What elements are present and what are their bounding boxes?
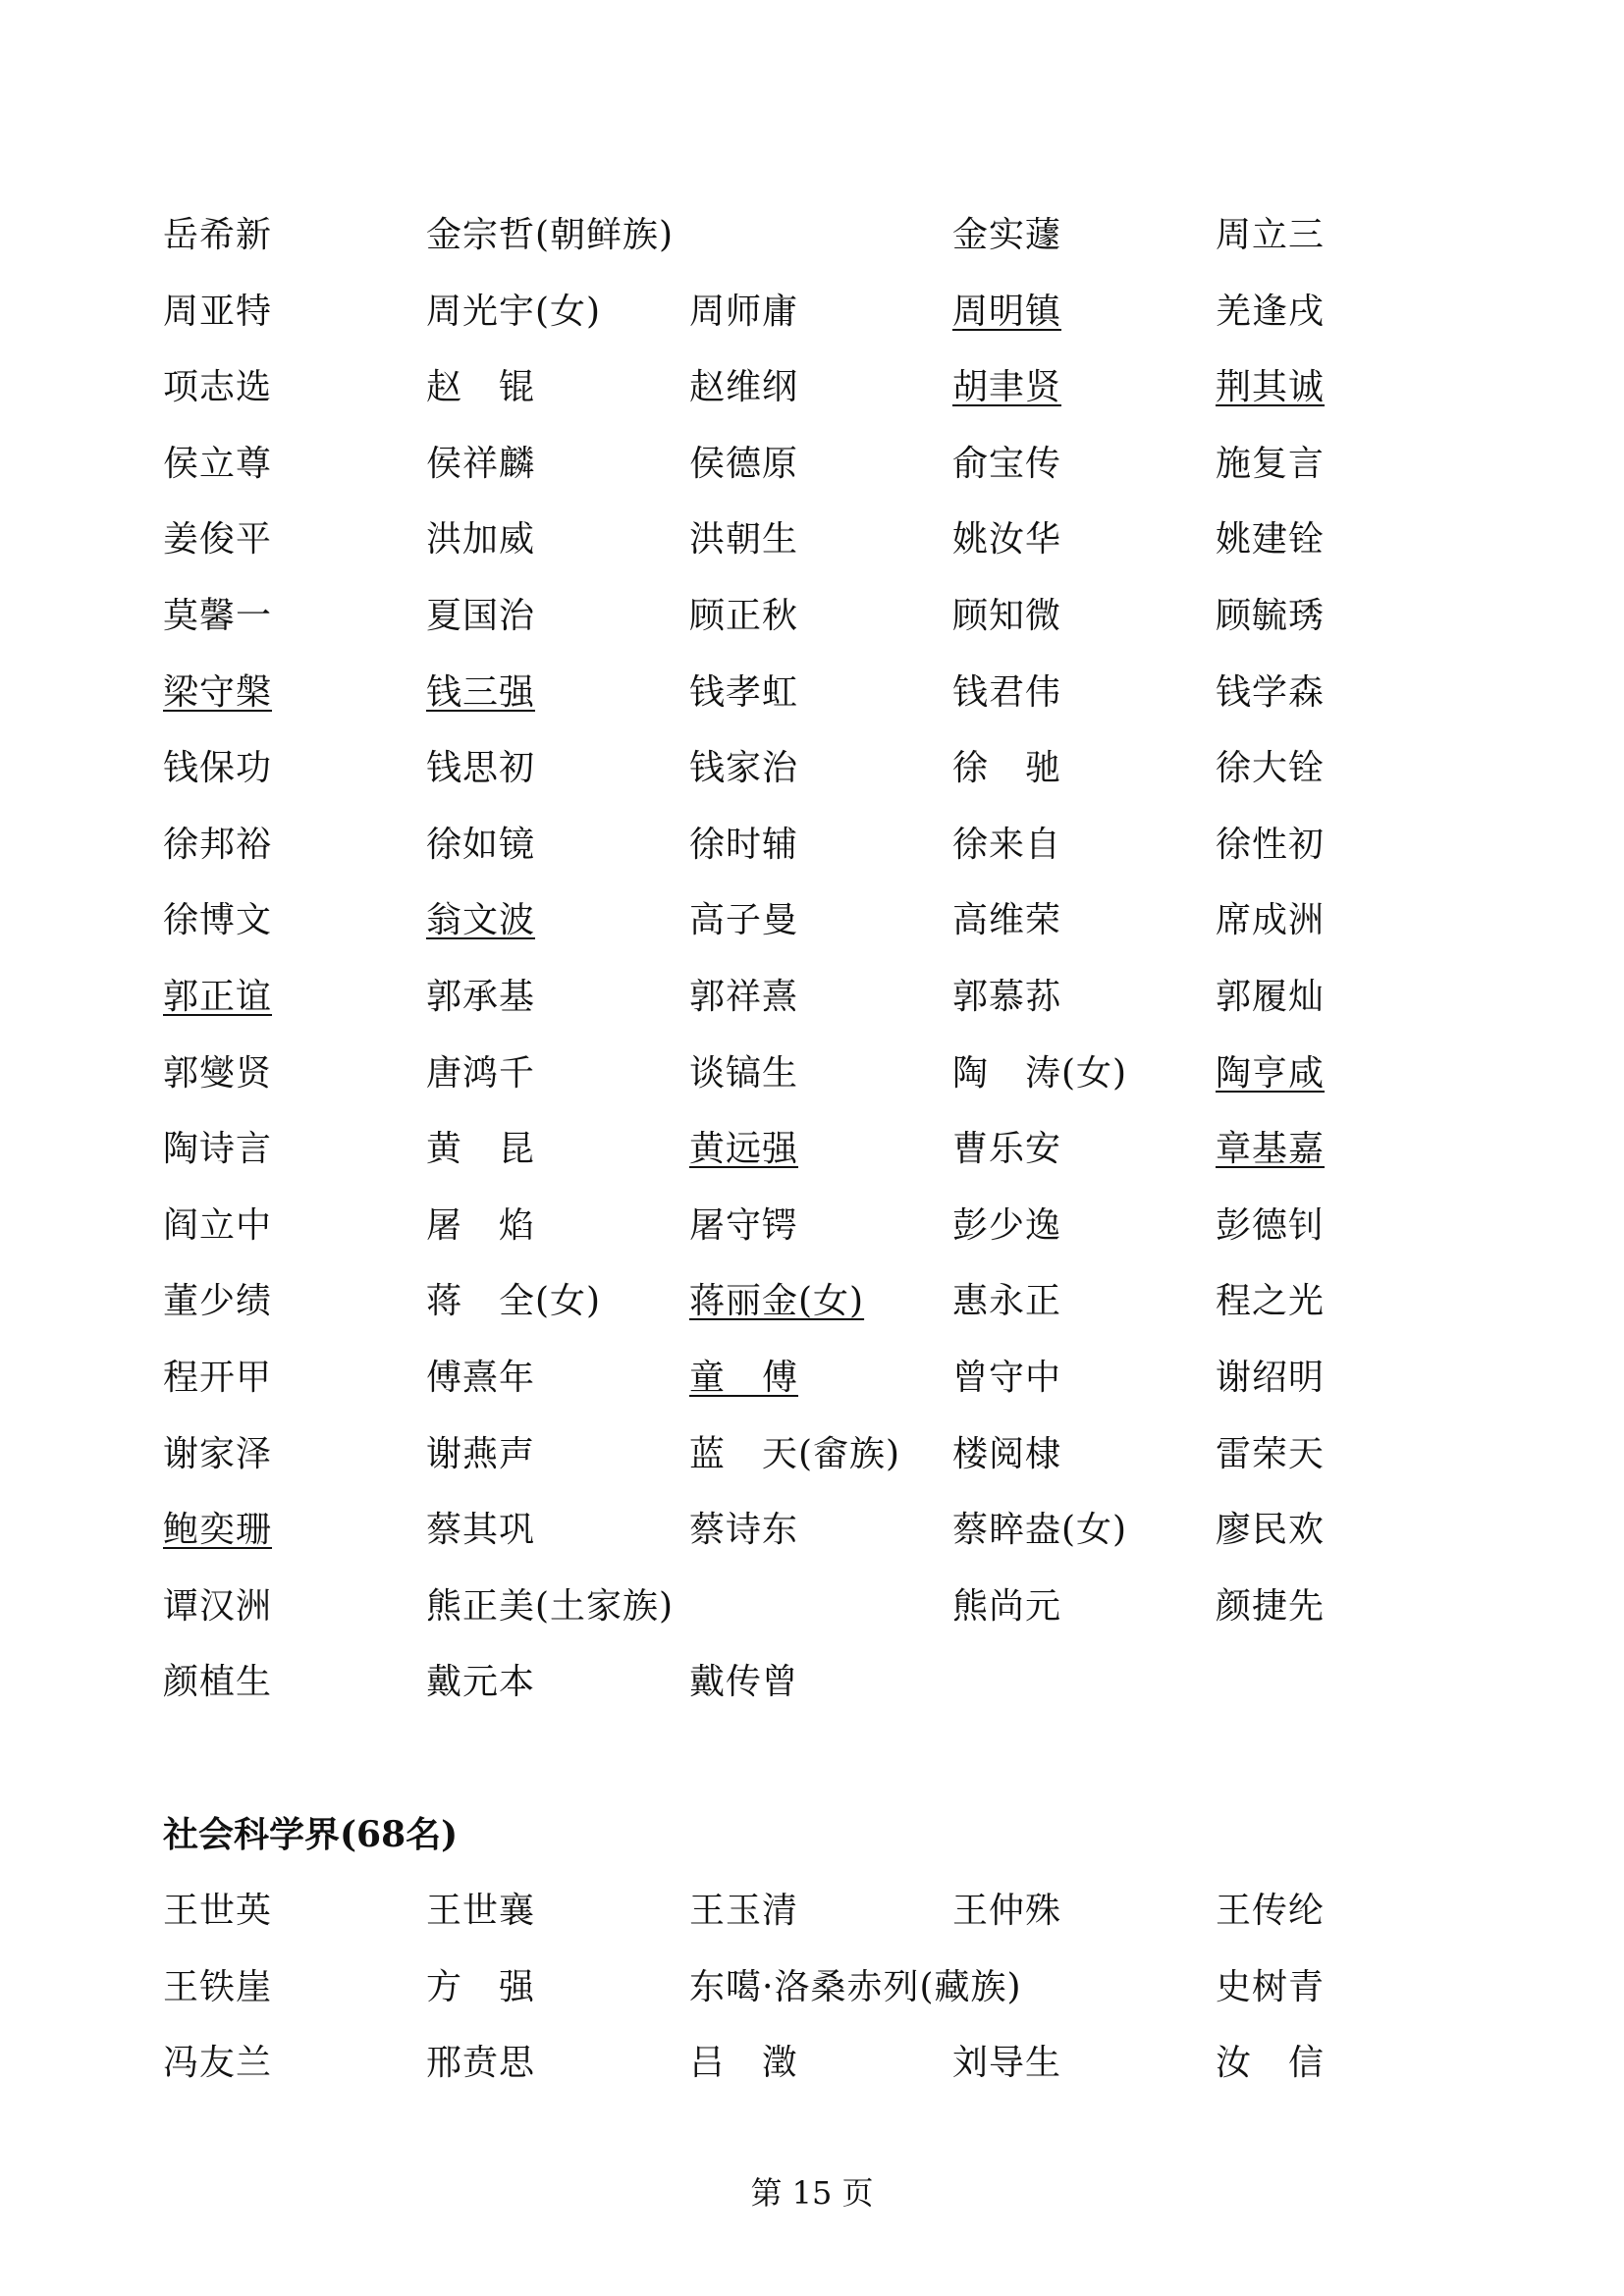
person-name: 周明镇 (952, 291, 1062, 332)
person-name: 董少绩 (163, 1281, 273, 1322)
name-row (0, 669, 1624, 728)
person-name: 蒋丽金(女) (689, 1281, 865, 1322)
person-name: 胡聿贤 (952, 367, 1062, 408)
person-name: 俞宝传 (952, 443, 1062, 484)
person-name: 郭慕荪 (952, 977, 1062, 1017)
person-name: 陶 涛(女) (952, 1052, 1128, 1094)
person-name: 王世襄 (426, 1891, 536, 1931)
person-name: 屠 焰 (426, 1204, 536, 1246)
name-row (0, 212, 1624, 271)
person-name: 谢家泽 (163, 1433, 273, 1474)
section-heading: 社会科学界(68名) (163, 1814, 459, 1855)
person-name: 侯德原 (689, 443, 799, 484)
person-name: 高维荣 (952, 900, 1062, 941)
person-name: 唐鸿千 (426, 1052, 536, 1094)
name-row (0, 1202, 1624, 1261)
person-name: 赵 锟 (426, 367, 536, 408)
person-name: 方 强 (426, 1966, 536, 2007)
person-name: 楼阅棣 (952, 1433, 1062, 1474)
person-name: 惠永正 (952, 1281, 1062, 1322)
person-name: 顾毓琇 (1216, 596, 1326, 636)
person-name: 蓝 天(畲族) (689, 1433, 901, 1474)
person-name: 彭德钊 (1216, 1204, 1326, 1246)
person-name: 汝 信 (1216, 2043, 1326, 2084)
person-name: 童 傅 (689, 1358, 799, 1398)
person-name: 周光宇(女) (426, 291, 602, 332)
person-name: 王仲殊 (952, 1891, 1062, 1931)
page-number: 第 15 页 (750, 2174, 874, 2212)
person-name: 章基嘉 (1216, 1129, 1326, 1170)
person-name: 徐大铨 (1216, 748, 1326, 789)
person-name: 梁守槃 (163, 671, 273, 713)
person-name: 熊正美(土家族) (426, 1585, 675, 1627)
person-name: 蔡诗东 (689, 1510, 799, 1551)
person-name: 金宗哲(朝鲜族) (426, 215, 675, 255)
person-name: 王传纶 (1216, 1891, 1326, 1931)
person-name: 周师庸 (689, 291, 799, 332)
name-row (0, 1050, 1624, 1109)
person-name: 钱三强 (426, 671, 536, 713)
person-name: 席成洲 (1216, 900, 1326, 941)
person-name: 羌逢戌 (1216, 291, 1326, 332)
person-name: 夏国治 (426, 596, 536, 636)
person-name: 戴元本 (426, 1662, 536, 1703)
name-row (0, 593, 1624, 652)
person-name: 鲍奕珊 (163, 1510, 273, 1551)
person-name: 谢燕声 (426, 1433, 536, 1474)
name-row (0, 822, 1624, 881)
person-name: 曹乐安 (952, 1129, 1062, 1170)
person-name: 金实蘧 (952, 215, 1062, 255)
person-name: 徐如镜 (426, 824, 536, 865)
person-name: 颜植生 (163, 1662, 273, 1703)
name-row (0, 1278, 1624, 1337)
person-name: 蔡其巩 (426, 1510, 536, 1551)
person-name: 黄远强 (689, 1129, 799, 1170)
person-name: 陶诗言 (163, 1129, 273, 1170)
person-name: 颜捷先 (1216, 1585, 1326, 1627)
person-name: 莫馨一 (163, 596, 273, 636)
name-row (0, 1583, 1624, 1642)
person-name: 郭正谊 (163, 977, 273, 1017)
person-name: 徐时辅 (689, 824, 799, 865)
person-name: 顾正秋 (689, 596, 799, 636)
person-name: 侯立尊 (163, 443, 273, 484)
person-name: 姚建铨 (1216, 519, 1326, 561)
person-name: 钱学森 (1216, 671, 1326, 713)
person-name: 郭履灿 (1216, 977, 1326, 1017)
person-name: 姚汝华 (952, 519, 1062, 561)
name-row (0, 974, 1624, 1033)
name-row (0, 897, 1624, 956)
person-name: 洪朝生 (689, 519, 799, 561)
person-name: 王铁崖 (163, 1966, 273, 2007)
person-name: 徐来自 (952, 824, 1062, 865)
person-name: 陶亨咸 (1216, 1052, 1326, 1094)
person-name: 蔡睟盎(女) (952, 1510, 1128, 1551)
person-name: 岳希新 (163, 215, 273, 255)
person-name: 周立三 (1216, 215, 1326, 255)
person-name: 吕 澂 (689, 2043, 799, 2084)
person-name: 刘导生 (952, 2043, 1062, 2084)
person-name: 曾守中 (952, 1358, 1062, 1398)
person-name: 徐邦裕 (163, 824, 273, 865)
name-row (0, 2040, 1624, 2099)
person-name: 姜俊平 (163, 519, 273, 561)
person-name: 熊尚元 (952, 1585, 1062, 1627)
person-name: 翁文波 (426, 900, 536, 941)
name-row (0, 441, 1624, 500)
name-row (0, 364, 1624, 423)
person-name: 钱思初 (426, 748, 536, 789)
person-name: 侯祥麟 (426, 443, 536, 484)
person-name: 王玉清 (689, 1891, 799, 1931)
person-name: 钱孝虹 (689, 671, 799, 713)
person-name: 阎立中 (163, 1204, 273, 1246)
person-name: 程开甲 (163, 1358, 273, 1398)
person-name: 徐博文 (163, 900, 273, 941)
person-name: 项志选 (163, 367, 273, 408)
person-name: 雷荣天 (1216, 1433, 1326, 1474)
person-name: 钱家治 (689, 748, 799, 789)
person-name: 郭祥熹 (689, 977, 799, 1017)
person-name: 周亚特 (163, 291, 273, 332)
person-name: 高子曼 (689, 900, 799, 941)
person-name: 顾知微 (952, 596, 1062, 636)
person-name: 史树青 (1216, 1966, 1326, 2007)
name-row (0, 289, 1624, 347)
person-name: 徐 驰 (952, 748, 1062, 789)
person-name: 蒋 全(女) (426, 1281, 602, 1322)
person-name: 赵维纲 (689, 367, 799, 408)
name-row (0, 1507, 1624, 1566)
person-name: 傅熹年 (426, 1358, 536, 1398)
name-row (0, 516, 1624, 575)
person-name: 郭承基 (426, 977, 536, 1017)
person-name: 洪加威 (426, 519, 536, 561)
name-row (0, 1126, 1624, 1185)
person-name: 谭汉洲 (163, 1585, 273, 1627)
name-row (0, 1431, 1624, 1490)
person-name: 黄 昆 (426, 1129, 536, 1170)
person-name: 邢贲思 (426, 2043, 536, 2084)
person-name: 程之光 (1216, 1281, 1326, 1322)
person-name: 戴传曾 (689, 1662, 799, 1703)
person-name: 廖民欢 (1216, 1510, 1326, 1551)
person-name: 荆其诚 (1216, 367, 1326, 408)
person-name: 彭少逸 (952, 1204, 1062, 1246)
person-name: 屠守锷 (689, 1204, 799, 1246)
name-row (0, 745, 1624, 804)
person-name: 冯友兰 (163, 2043, 273, 2084)
name-row (0, 1659, 1624, 1718)
person-name: 钱君伟 (952, 671, 1062, 713)
name-row (0, 1355, 1624, 1414)
person-name: 王世英 (163, 1891, 273, 1931)
person-name: 施复言 (1216, 443, 1326, 484)
name-row (0, 1888, 1624, 1947)
name-row (0, 1964, 1624, 2023)
person-name: 谢绍明 (1216, 1358, 1326, 1398)
person-name: 东噶·洛桑赤列(藏族) (689, 1966, 1022, 2007)
person-name: 郭燮贤 (163, 1052, 273, 1094)
person-name: 徐性初 (1216, 824, 1326, 865)
person-name: 钱保功 (163, 748, 273, 789)
person-name: 谈镐生 (689, 1052, 799, 1094)
